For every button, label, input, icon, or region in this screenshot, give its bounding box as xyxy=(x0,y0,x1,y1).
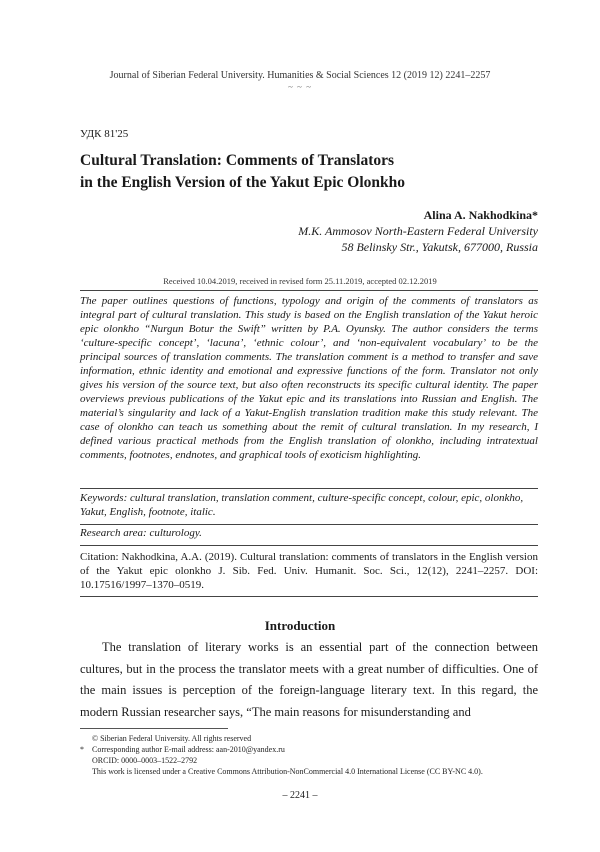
copyright-text: © Siberian Federal University. All rights reserved xyxy=(92,734,252,743)
article-title xyxy=(80,150,520,194)
author-block xyxy=(298,207,538,255)
body-paragraph xyxy=(80,637,538,723)
author-affiliation: M.K. Ammosov North-Eastern Federal University xyxy=(298,224,538,238)
research-area-rule xyxy=(80,524,538,525)
abstract: The paper outlines questions of functions, typology and origin of the comments of translators as integral part of cultural translation. This study is based on the English translation of the Yakut heroic epic olonkho “Nurgun Botur the Swift” written by P.A. Oyunsky. The author considers the terms ‘culture-specific concept’, ‘lacuna’, ‘ethnic colour’, and ‘non-equivalent vocabulary’ to be the principal sources of translation comments. The translation comment is a method to transfer and save information, ethnic identity and emotional and expressive functions of the form. Translator not only gives his version of the source text, but also often reconstructs its specific cultural identity. The paper overviews previous publications of the Yakut epic and its translations into Russian and English. The material’s singularity and lack of a Yakut-English translation tradition make this study relevant. The case of olonkho can teach us something about the remit of cultural translation. In my research, I defined various practical methods from the English translation of olonkho, including intratextual comments, footnotes, endnotes, and graphical tools of exoticism highlighting. xyxy=(80,295,538,461)
section-heading-introduction: Introduction xyxy=(264,618,336,633)
header-ornament: ~ ~ ~ xyxy=(287,82,313,92)
footnote-copyright xyxy=(80,733,550,744)
citation-bottom-rule xyxy=(80,596,538,597)
corresponding-author-text: Corresponding author E-mail address: aan-2010@yandex.ru xyxy=(92,745,285,754)
keywords-rule xyxy=(80,488,538,489)
keywords: Keywords: cultural translation, translation comment, culture-specific concept, colour, epic, olonkho, Yakut, English, footnote, italic. xyxy=(80,492,524,518)
license-text: This work is licensed under a Creative Commons Attribution-NonCommercial 4.0 International License (CC BY-NC 4.0). xyxy=(92,767,483,776)
orcid-text: ORCID: 0000–0003–1522–2792 xyxy=(92,756,198,765)
footnotes xyxy=(80,733,550,777)
citation: Citation: Nakhodkina, A.A. (2019). Cultural translation: comments of translators in the English version of the Yakut epic olonkho J. Sib. Fed. Univ. Humanit. Soc. Sci., 12(12), 2241–2257. DOI: 10.17516/1997–1370–0519. xyxy=(80,551,538,591)
title-line-1: Cultural Translation: Comments of Translators xyxy=(80,152,395,169)
page-number: – 2241 – xyxy=(282,790,318,801)
footnote-corresponding xyxy=(80,744,550,755)
author-address: 58 Belinsky Str., Yakutsk, 677000, Russia xyxy=(341,240,538,254)
research-area: Research area: culturology. xyxy=(80,527,202,539)
abstract-top-rule xyxy=(80,290,538,291)
footnote-license xyxy=(80,766,550,777)
body-text: The translation of literary works is an essential part of the connection between cultures, but in the process the translator meets with a great number of difficulties. One of the main issues is perception of the foreign-language literary text. In this regard, the modern Russian researcher says, “The main reasons for misunderstanding and xyxy=(80,640,538,719)
citation-top-rule xyxy=(80,545,538,546)
footnote-orcid xyxy=(80,755,550,766)
footnote-rule xyxy=(80,728,228,729)
udc-code: УДК 81'25 xyxy=(80,128,129,140)
title-line-2: in the English Version of the Yakut Epic Olonkho xyxy=(80,174,406,191)
author-name: Alina A. Nakhodkina* xyxy=(423,208,538,222)
footnote-asterisk: * xyxy=(80,745,84,754)
journal-header: Journal of Siberian Federal University. Humanities & Social Sciences 12 (2019 12) 2241–2257 xyxy=(109,70,491,81)
received-dates: Received 10.04.2019, received in revised form 25.11.2019, accepted 02.12.2019 xyxy=(163,276,437,286)
